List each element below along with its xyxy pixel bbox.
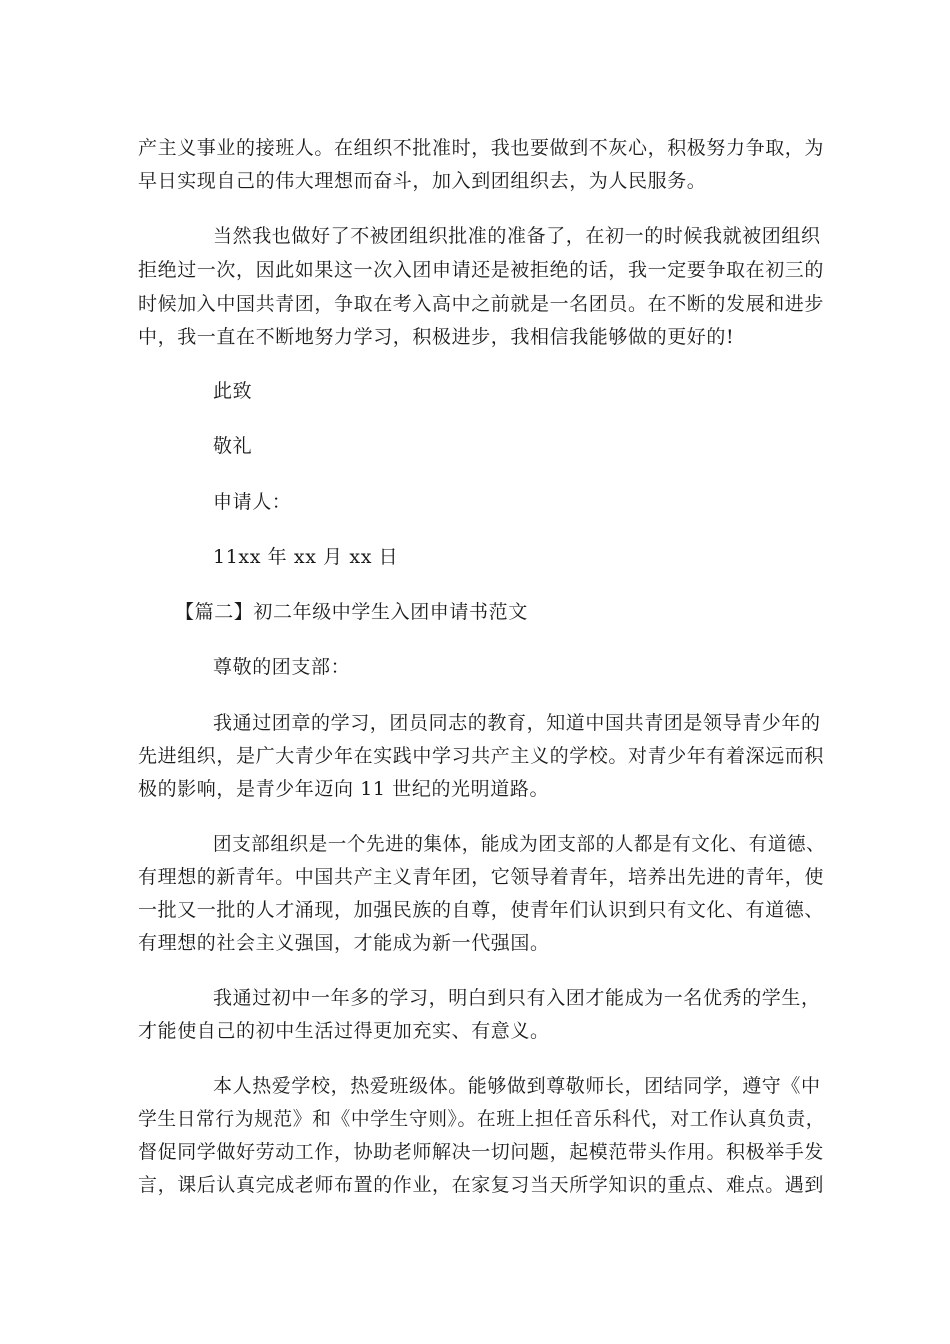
text-line: 中，我一直在不断地努力学习，积极进步，我相信我能够做的更好的! [138,326,735,348]
text-line: 我通过初中一年多的学习，明白到只有入团才能成为一名优秀的学生， [213,987,821,1009]
text-line: 产主义事业的接班人。在组织不批准时，我也要做到不灰心，积极努力争取，为 [138,137,825,159]
applicant-label: 申请人： [213,491,292,513]
text-line: 极的影响，是青少年迈向 11 世纪的光明道路。 [138,778,550,800]
text-line: 本人热爱学校，热爱班级体。能够做到尊敬师长，团结同学，遵守《中 [213,1075,821,1097]
text-line: 当然我也做好了不被团组织批准的准备了，在初一的时候我就被团组织 [213,225,821,247]
text-line: 先进组织，是广大青少年在实践中学习共产主义的学校。对青少年有着深远而积 [138,745,825,767]
text-line: 团支部组织是一个先进的集体，能成为团支部的人都是有文化、有道德、 [213,833,826,855]
text-line: 有理想的新青年。中国共产主义青年团，它领导着青年，培养出先进的青年，使 [138,866,825,888]
text-line: 一批又一批的人才涌现，加强民族的自尊，使青年们认识到只有文化、有道德、 [138,899,825,921]
text-line: 早日实现自己的伟大理想而奋斗，加入到团组织去，为人民服务。 [138,170,707,192]
date-line: 11xx 年 xx 月 xx 日 [213,546,399,568]
text-line: 督促同学做好劳动工作，协助老师解决一切问题，起模范带头作用。积极举手发 [138,1141,825,1163]
text-line: 我通过团章的学习，团员同志的教育，知道中国共青团是领导青少年的 [213,712,821,734]
greeting: 尊敬的团支部： [213,656,351,678]
text-line: 有理想的社会主义强国，才能成为新一代强国。 [138,932,550,954]
text-line: 言，课后认真完成老师布置的作业，在家复习当天所学知识的重点、难点。遇到 [138,1174,825,1196]
text-line: 时候加入中国共青团，争取在考入高中之前就是一名团员。在不断的发展和进步 [138,293,825,315]
text-line: 学生日常行为规范》和《中学生守则》。在班上担任音乐科代，对工作认真负责， [138,1108,826,1130]
text-line: 拒绝过一次，因此如果这一次入团申请还是被拒绝的话，我一定要争取在初三的 [138,259,825,281]
closing-salutation: 此致 [213,380,253,402]
section-heading: 【篇二】初二年级中学生入团申请书范文 [175,601,528,623]
closing-regards: 敬礼 [213,435,253,457]
text-line: 才能使自己的初中生活过得更加充实、有意义。 [138,1020,550,1042]
